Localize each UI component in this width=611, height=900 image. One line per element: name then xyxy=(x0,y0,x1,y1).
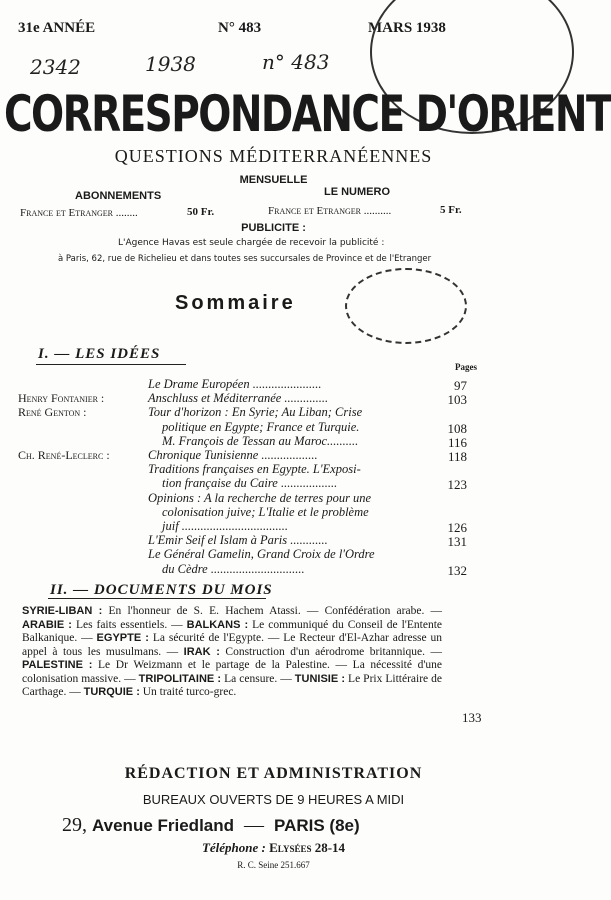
handwritten-ref: 2342 xyxy=(30,55,81,79)
toc-page: 116 xyxy=(447,434,467,450)
footer-phone xyxy=(0,840,547,856)
doc-text: En l'honneur de S. E. Hachem Atassi. — Confédération arabe. — xyxy=(102,605,443,617)
footer-address xyxy=(62,814,360,837)
toc-page: 108 xyxy=(447,420,467,436)
toc-title: du Cèdre .............................. xyxy=(162,561,305,576)
doc-text: Le Prix Littéraire de Carthage. — xyxy=(22,672,443,698)
doc-text: Construction d'un aérodrome britannique. — xyxy=(219,645,443,658)
documents-paragraph xyxy=(22,605,442,700)
abonnements-region: France et Etranger ........ xyxy=(20,207,138,219)
doc-country: SYRIE-LIBAN : xyxy=(22,605,103,617)
address-number: 29, xyxy=(62,814,87,836)
sommaire-title: Sommaire xyxy=(175,292,296,314)
toc-title: M. François de Tessan au Maroc.......... xyxy=(162,433,359,448)
frequency: MENSUELLE xyxy=(239,174,308,186)
address-city: PARIS (8e) xyxy=(274,816,360,835)
toc-page: 118 xyxy=(447,449,467,464)
doc-text: Le Dr Weizmann et le partage de la Palestine. — La nécessité d'une colonisation massive. — xyxy=(22,659,442,685)
doc-country: TUNISIE : xyxy=(294,672,346,685)
toc-page: 132 xyxy=(447,562,467,578)
year-label: 31e ANNÉE xyxy=(18,20,96,36)
footer-rc: R. C. Seine 251.667 xyxy=(237,860,310,870)
doc-text: Les faits essentiels. — xyxy=(71,618,187,631)
numero-region: France et Etranger .......... xyxy=(268,205,392,217)
toc-title: juif .................................. xyxy=(162,519,289,533)
received-stamp xyxy=(345,268,467,344)
toc-title: Le Drame Européen ...................... xyxy=(148,377,322,391)
toc-title: tion française du Caire .................. xyxy=(162,476,338,491)
toc-author: René Genton : xyxy=(18,405,87,420)
doc-country: ARABIE : xyxy=(22,618,72,631)
doc-country: BALKANS : xyxy=(186,618,249,631)
doc-country: EGYPTE : xyxy=(96,632,149,644)
address-dash: — xyxy=(244,814,265,836)
toc-title: Anschluss et Méditerranée .............. xyxy=(148,391,329,406)
abonnements-price: 50 Fr. xyxy=(187,206,215,218)
toc-title: politique en Egypte; France et Turquie. xyxy=(162,419,360,434)
section-docs-rule xyxy=(48,598,266,599)
address-street: Avenue Friedland xyxy=(92,816,235,835)
masthead-subtitle: QUESTIONS MÉDITERRANÉENNES xyxy=(114,146,433,166)
abonnements-label: ABONNEMENTS xyxy=(75,190,162,202)
doc-text: Le communiqué du Conseil de l'Entente Balkanique. — xyxy=(22,618,443,644)
toc-page: 126 xyxy=(447,520,467,535)
section-ideas-rule xyxy=(36,364,186,365)
toc-title: colonisation juive; L'Italie et le problème xyxy=(162,504,369,519)
doc-country: PALESTINE : xyxy=(22,659,93,671)
footer-redaction: RÉDACTION ET ADMINISTRATION xyxy=(124,765,423,782)
toc-page: 97 xyxy=(454,378,467,393)
doc-country: IRAK : xyxy=(183,645,220,658)
doc-country: TRIPOLITAINE : xyxy=(138,672,222,685)
toc-title: Tour d'horizon : En Syrie; Au Liban; Crise xyxy=(148,405,363,420)
toc-page: 123 xyxy=(447,477,467,493)
phone-number: Elysées 28-14 xyxy=(269,840,346,855)
publicity-line2: à Paris, 62, rue de Richelieu et dans toutes ses succursales de Province et de l'Etranger xyxy=(58,254,432,264)
publicity-label: PUBLICITE : xyxy=(241,222,306,234)
handwritten-year: 1938 xyxy=(145,52,196,76)
toc-title: Chronique Tunisienne .................. xyxy=(148,448,318,462)
docs-page: 133 xyxy=(462,710,482,725)
section-docs-heading: II. — DOCUMENTS DU MOIS xyxy=(50,582,273,598)
section-ideas-heading: I. — LES IDÉES xyxy=(38,346,161,362)
doc-text: Un traité turco-grec. xyxy=(139,686,237,698)
toc-author: Ch. René-Leclerc : xyxy=(18,448,110,462)
publicity-line1: L'Agence Havas est seule chargée de recevoir la publicité : xyxy=(118,238,385,248)
toc-page: 131 xyxy=(447,534,467,550)
toc-author: Henry Fontanier : xyxy=(18,391,105,406)
toc-title: L'Emir Seif el Islam à Paris ............ xyxy=(148,533,328,548)
toc-title: Le Général Gamelin, Grand Croix de l'Ordre xyxy=(148,547,375,562)
issue-number: N° 483 xyxy=(218,20,262,36)
toc-page: 103 xyxy=(447,392,467,408)
footer-hours: BUREAUX OUVERTS DE 9 HEURES A MIDI xyxy=(142,792,405,807)
doc-text: La censure. — xyxy=(221,672,295,685)
toc-title: Opinions : A la recherche de terres pour une xyxy=(148,490,372,505)
numero-price: 5 Fr. xyxy=(440,204,462,216)
phone-label: Téléphone : xyxy=(201,840,266,855)
numero-label: LE NUMERO xyxy=(324,186,390,198)
issue-date: MARS 1938 xyxy=(368,20,446,36)
doc-country: TURQUIE : xyxy=(83,686,140,698)
masthead-title: CORRESPONDANCE D'ORIENT xyxy=(4,85,611,143)
doc-text: La sécurité de l'Egypte. — Le Recteur d'El-Azhar adresse un appel à tous les musulmans. — xyxy=(22,632,443,658)
toc-title: Traditions françaises en Egypte. L'Exposi- xyxy=(148,462,361,477)
pages-label: Pages xyxy=(455,362,477,372)
handwritten-num: n° 483 xyxy=(262,50,330,74)
